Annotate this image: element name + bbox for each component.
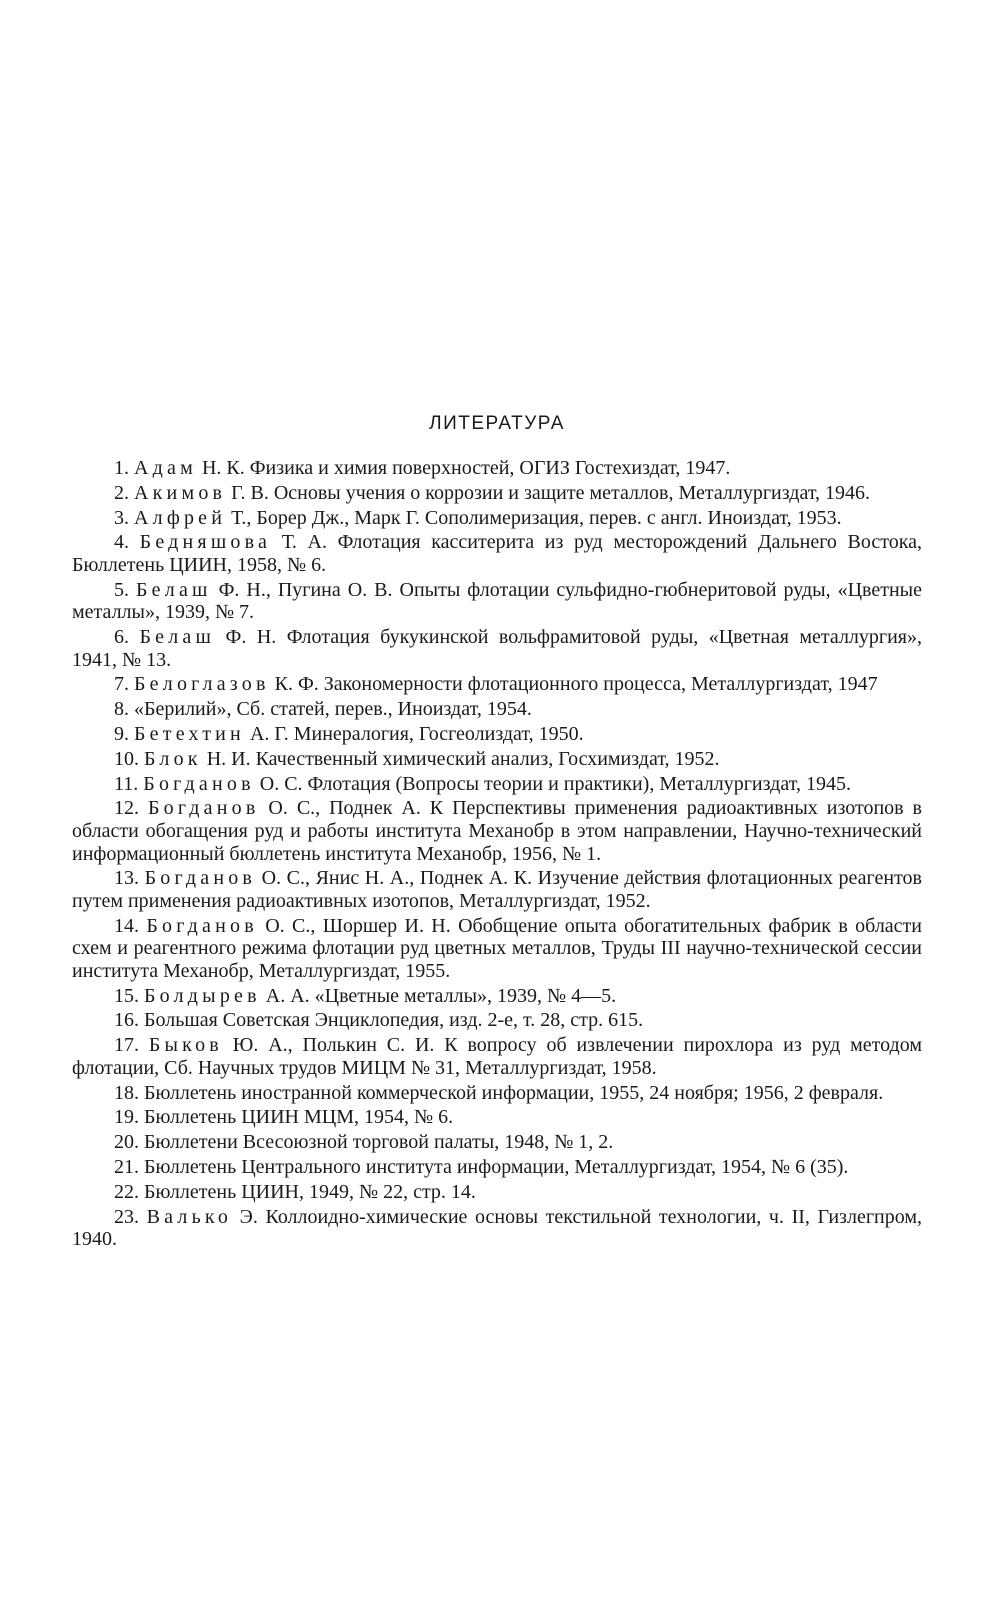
reference-author: Богданов [143, 772, 255, 795]
reference-author: Белаш [136, 578, 212, 601]
reference-item: 13. Богданов О. С., Янис Н. А., Поднек А. К. Изучение действия флотационных реагентов путем применения радиоактивных изотопов, Металлургиздат, 1952. [72, 867, 922, 912]
reference-author: Бедняшова [139, 531, 272, 554]
reference-author: Болдырев [144, 984, 261, 1007]
reference-author: Бетехтин [134, 723, 245, 746]
reference-item: 4. Бедняшова Т. А. Флотация касситерита из руд месторождений Дальнего Востока, Бюллетень ЦИИН, 1958, № 6. [72, 531, 923, 576]
reference-item: 10. Блок Н. И. Качественный химический анализ, Госхимиздат, 1952. [114, 747, 720, 770]
reference-item: 1. Адам Н. К. Физика и химия поверхностей, ОГИЗ Гостехиздат, 1947. [114, 457, 731, 479]
reference-item: 15. Болдырев А. А. «Цветные металлы», 1939, № 4—5. [114, 984, 617, 1007]
reference-author: Богданов [147, 797, 260, 820]
reference-item: 2. Акимов Г. В. Основы учения о коррозии и защите металлов, Металлургиздат, 1946. [114, 481, 871, 504]
reference-author: Адам [134, 457, 197, 479]
reference-author: Алфрей [134, 506, 227, 529]
reference-author: Богданов [146, 914, 258, 937]
reference-author: Блок [144, 747, 202, 770]
reference-item: 14. Богданов О. С., Шоршер И. Н. Обобщение опыта обогатительных фабрик в области схем и реагентного режима флотации руд цветных металлов, Труды III научно-технической сессии института Механобр, Металлургиздат, 1955. [72, 914, 922, 982]
reference-author: Валько [146, 1205, 233, 1228]
reference-item: 20. Бюллетени Всесоюзной торговой палаты, 1948, № 1, 2. [114, 1131, 614, 1154]
reference-item: 7. Белоглазов К. Ф. Закономерности флотационного процесса, Металлургиздат, 1947 [114, 673, 878, 696]
reference-item: 16. Большая Советская Энциклопедия, изд. 2-е, т. 28, стр. 615. [114, 1009, 644, 1032]
reference-author: Белаш [139, 626, 216, 649]
reference-item: 19. Бюллетень ЦИИН МЦМ, 1954, № 6. [114, 1106, 454, 1129]
reference-author: Богданов [144, 867, 257, 890]
reference-item: 18. Бюллетень иностранной коммерческой информации, 1955, 24 ноября; 1956, 2 февраля. [114, 1081, 884, 1104]
reference-item: 11. Богданов О. С. Флотация (Вопросы теории и практики), Металлургиздат, 1945. [114, 772, 851, 795]
page-title: ЛИТЕРАТУРА [429, 413, 565, 434]
reference-author: Белоглазов [134, 673, 270, 696]
reference-author: Акимов [134, 481, 227, 504]
reference-item: 3. Алфрей Т., Борер Дж., Марк Г. Сополимеризация, перев. с англ. Иноиздат, 1953. [114, 506, 842, 529]
reference-item: 12. Богданов О. С., Поднек А. К Перспективы применения радиоактивных изотопов в области обогащения руд и работы института Механобр в этом направлении, Научно-технический информационный бюллетень института Механобр, 1956, № 1. [72, 797, 923, 865]
reference-item: 5. Белаш Ф. Н., Пугина О. В. Опыты флотации сульфидно-гюбнеритовой руды, «Цветные металлы», 1939, № 7. [72, 578, 922, 624]
reference-item: 22. Бюллетень ЦИИН, 1949, № 22, стр. 14. [114, 1180, 476, 1203]
reference-item: 21. Бюллетень Центрального института информации, Металлургиздат, 1954, № 6 (35). [114, 1155, 849, 1178]
reference-item: 8. «Берилий», Сб. статей, перев., Иноиздат, 1954. [114, 698, 532, 721]
reference-list [72, 457, 922, 1251]
reference-author: Быков [148, 1034, 223, 1057]
reference-item: 23. Валько Э. Коллоидно-химические основы текстильной технологии, ч. II, Гизлегпром, 1940. [72, 1205, 923, 1251]
reference-item: 17. Быков Ю. А., Полькин С. И. К вопросу об извлечении пирохлора из руд методом флотации, Сб. Научных трудов МИЦМ № 31, Металлургиздат, 1958. [72, 1034, 922, 1079]
reference-item: 9. Бетехтин А. Г. Минералогия, Госгеолиздат, 1950. [114, 723, 584, 746]
reference-item: 6. Белаш Ф. Н. Флотация букукинской вольфрамитовой руды, «Цветная металлургия», 1941, № 13. [72, 626, 923, 671]
